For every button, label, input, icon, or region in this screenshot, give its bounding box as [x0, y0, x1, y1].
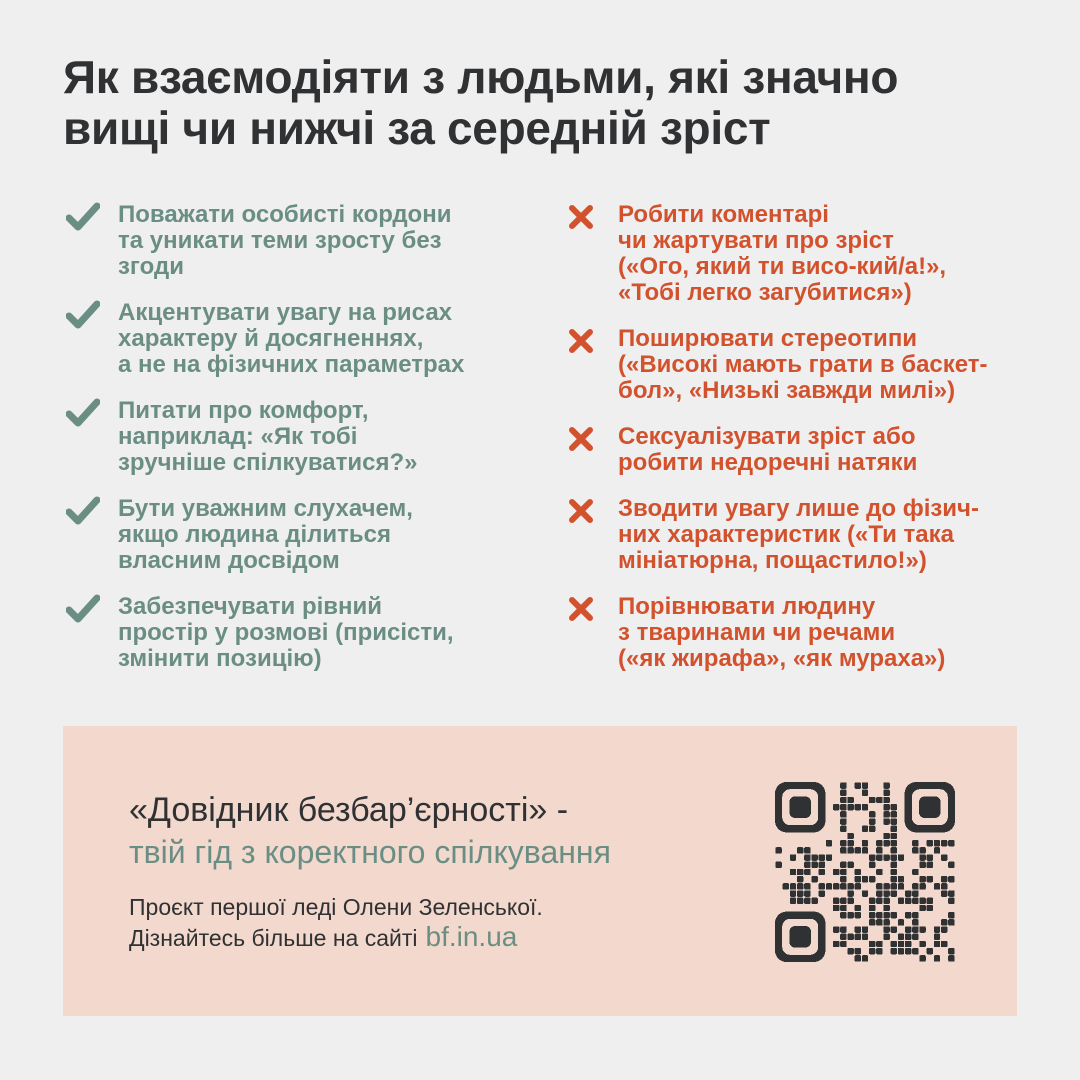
cross-icon [566, 202, 618, 306]
promo-note-line-2 [129, 922, 543, 953]
do-item-text [118, 398, 418, 476]
do-item-line: Бути уважним слухачем, [118, 495, 413, 522]
do-item-1 [66, 202, 451, 280]
promo-note-line-1: Проєкт першої леді Олени Зеленської. [129, 894, 543, 920]
dont-item-line: («як жирафа», «як мураха») [618, 645, 946, 672]
do-item-3 [66, 398, 418, 476]
do-item-line: та уникати теми зросту без [118, 227, 442, 254]
cross-icon [566, 496, 618, 574]
dont-item-2 [566, 326, 988, 404]
dont-item-text [618, 424, 917, 476]
dont-item-line: з тваринами чи речами [618, 619, 896, 646]
dont-item-line: Порівнювати людину [618, 593, 876, 620]
do-item-line: Забезпечувати рівний [118, 593, 383, 620]
cross-icon [566, 424, 618, 476]
dont-item-line: Поширювати стереотипи [618, 325, 918, 352]
promo-banner [63, 726, 1017, 1016]
do-item-line: характеру й досягненнях, [118, 325, 424, 352]
do-item-line: змінити позицію) [118, 645, 322, 672]
do-item-line: Акцентувати увагу на рисах [118, 299, 453, 326]
do-item-line: простір у розмові (присісти, [118, 619, 454, 646]
dont-item-3 [566, 424, 917, 476]
cross-icon [566, 594, 618, 672]
do-item-text [118, 300, 464, 378]
title-line-2: вищі чи нижчі за середній зріст [63, 102, 771, 154]
dont-item-1 [566, 202, 946, 306]
dont-item-line: («Ого, який ти висо-кий/а!», [618, 253, 947, 280]
dont-item-5 [566, 594, 945, 672]
dont-item-line: робити недоречні натяки [618, 449, 918, 476]
dont-item-line: бол», «Низькі завжди милі») [618, 377, 956, 404]
check-icon [66, 300, 118, 378]
qr-code-icon[interactable] [775, 782, 955, 962]
check-icon [66, 202, 118, 280]
page-title [63, 52, 1043, 154]
dont-item-line: мініатюрна, пощастило!») [618, 547, 927, 574]
dont-item-text [618, 202, 946, 306]
dont-item-line: Сексуалізувати зріст або [618, 423, 916, 450]
cross-icon [566, 326, 618, 404]
dont-item-text [618, 594, 945, 672]
check-icon [66, 594, 118, 672]
do-item-line: зручніше спілкуватися?» [118, 449, 418, 476]
promo-title: «Довідник безбар’єрності» - [129, 791, 569, 829]
check-icon [66, 496, 118, 574]
do-item-text [118, 202, 451, 280]
dont-item-line: «Тобі легко загубитися») [618, 279, 912, 306]
dont-item-text [618, 326, 988, 404]
do-item-line: згоди [118, 253, 184, 280]
dont-item-text [618, 496, 979, 574]
dont-item-line: чи жартувати про зріст [618, 227, 894, 254]
promo-note-text: Дізнайтесь більше на сайті [129, 925, 418, 951]
do-item-text [118, 594, 454, 672]
do-item-line: якщо людина ділиться [118, 521, 391, 548]
check-icon [66, 398, 118, 476]
do-item-line: Поважати особисті кордони [118, 201, 452, 228]
do-item-line: наприклад: «Як тобі [118, 423, 358, 450]
promo-note [129, 892, 543, 953]
do-item-line: а не на фізичних параметрах [118, 351, 465, 378]
do-item-2 [66, 300, 464, 378]
dont-item-line: («Високі мають грати в баскет- [618, 351, 988, 378]
title-line-1: Як взаємодіяти з людьми, які значно [63, 51, 899, 103]
promo-subtitle: твій гід з коректного спілкування [129, 834, 611, 870]
do-item-text [118, 496, 413, 574]
do-item-4 [66, 496, 413, 574]
do-item-line: Питати про комфорт, [118, 397, 369, 424]
do-item-5 [66, 594, 454, 672]
dont-item-line: Зводити увагу лише до фізич- [618, 495, 979, 522]
dont-item-line: Робити коментарі [618, 201, 829, 228]
dont-item-4 [566, 496, 979, 574]
do-item-line: власним досвідом [118, 547, 340, 574]
website-link[interactable]: bf.in.ua [425, 921, 518, 952]
dont-item-line: них характеристик («Ти така [618, 521, 954, 548]
